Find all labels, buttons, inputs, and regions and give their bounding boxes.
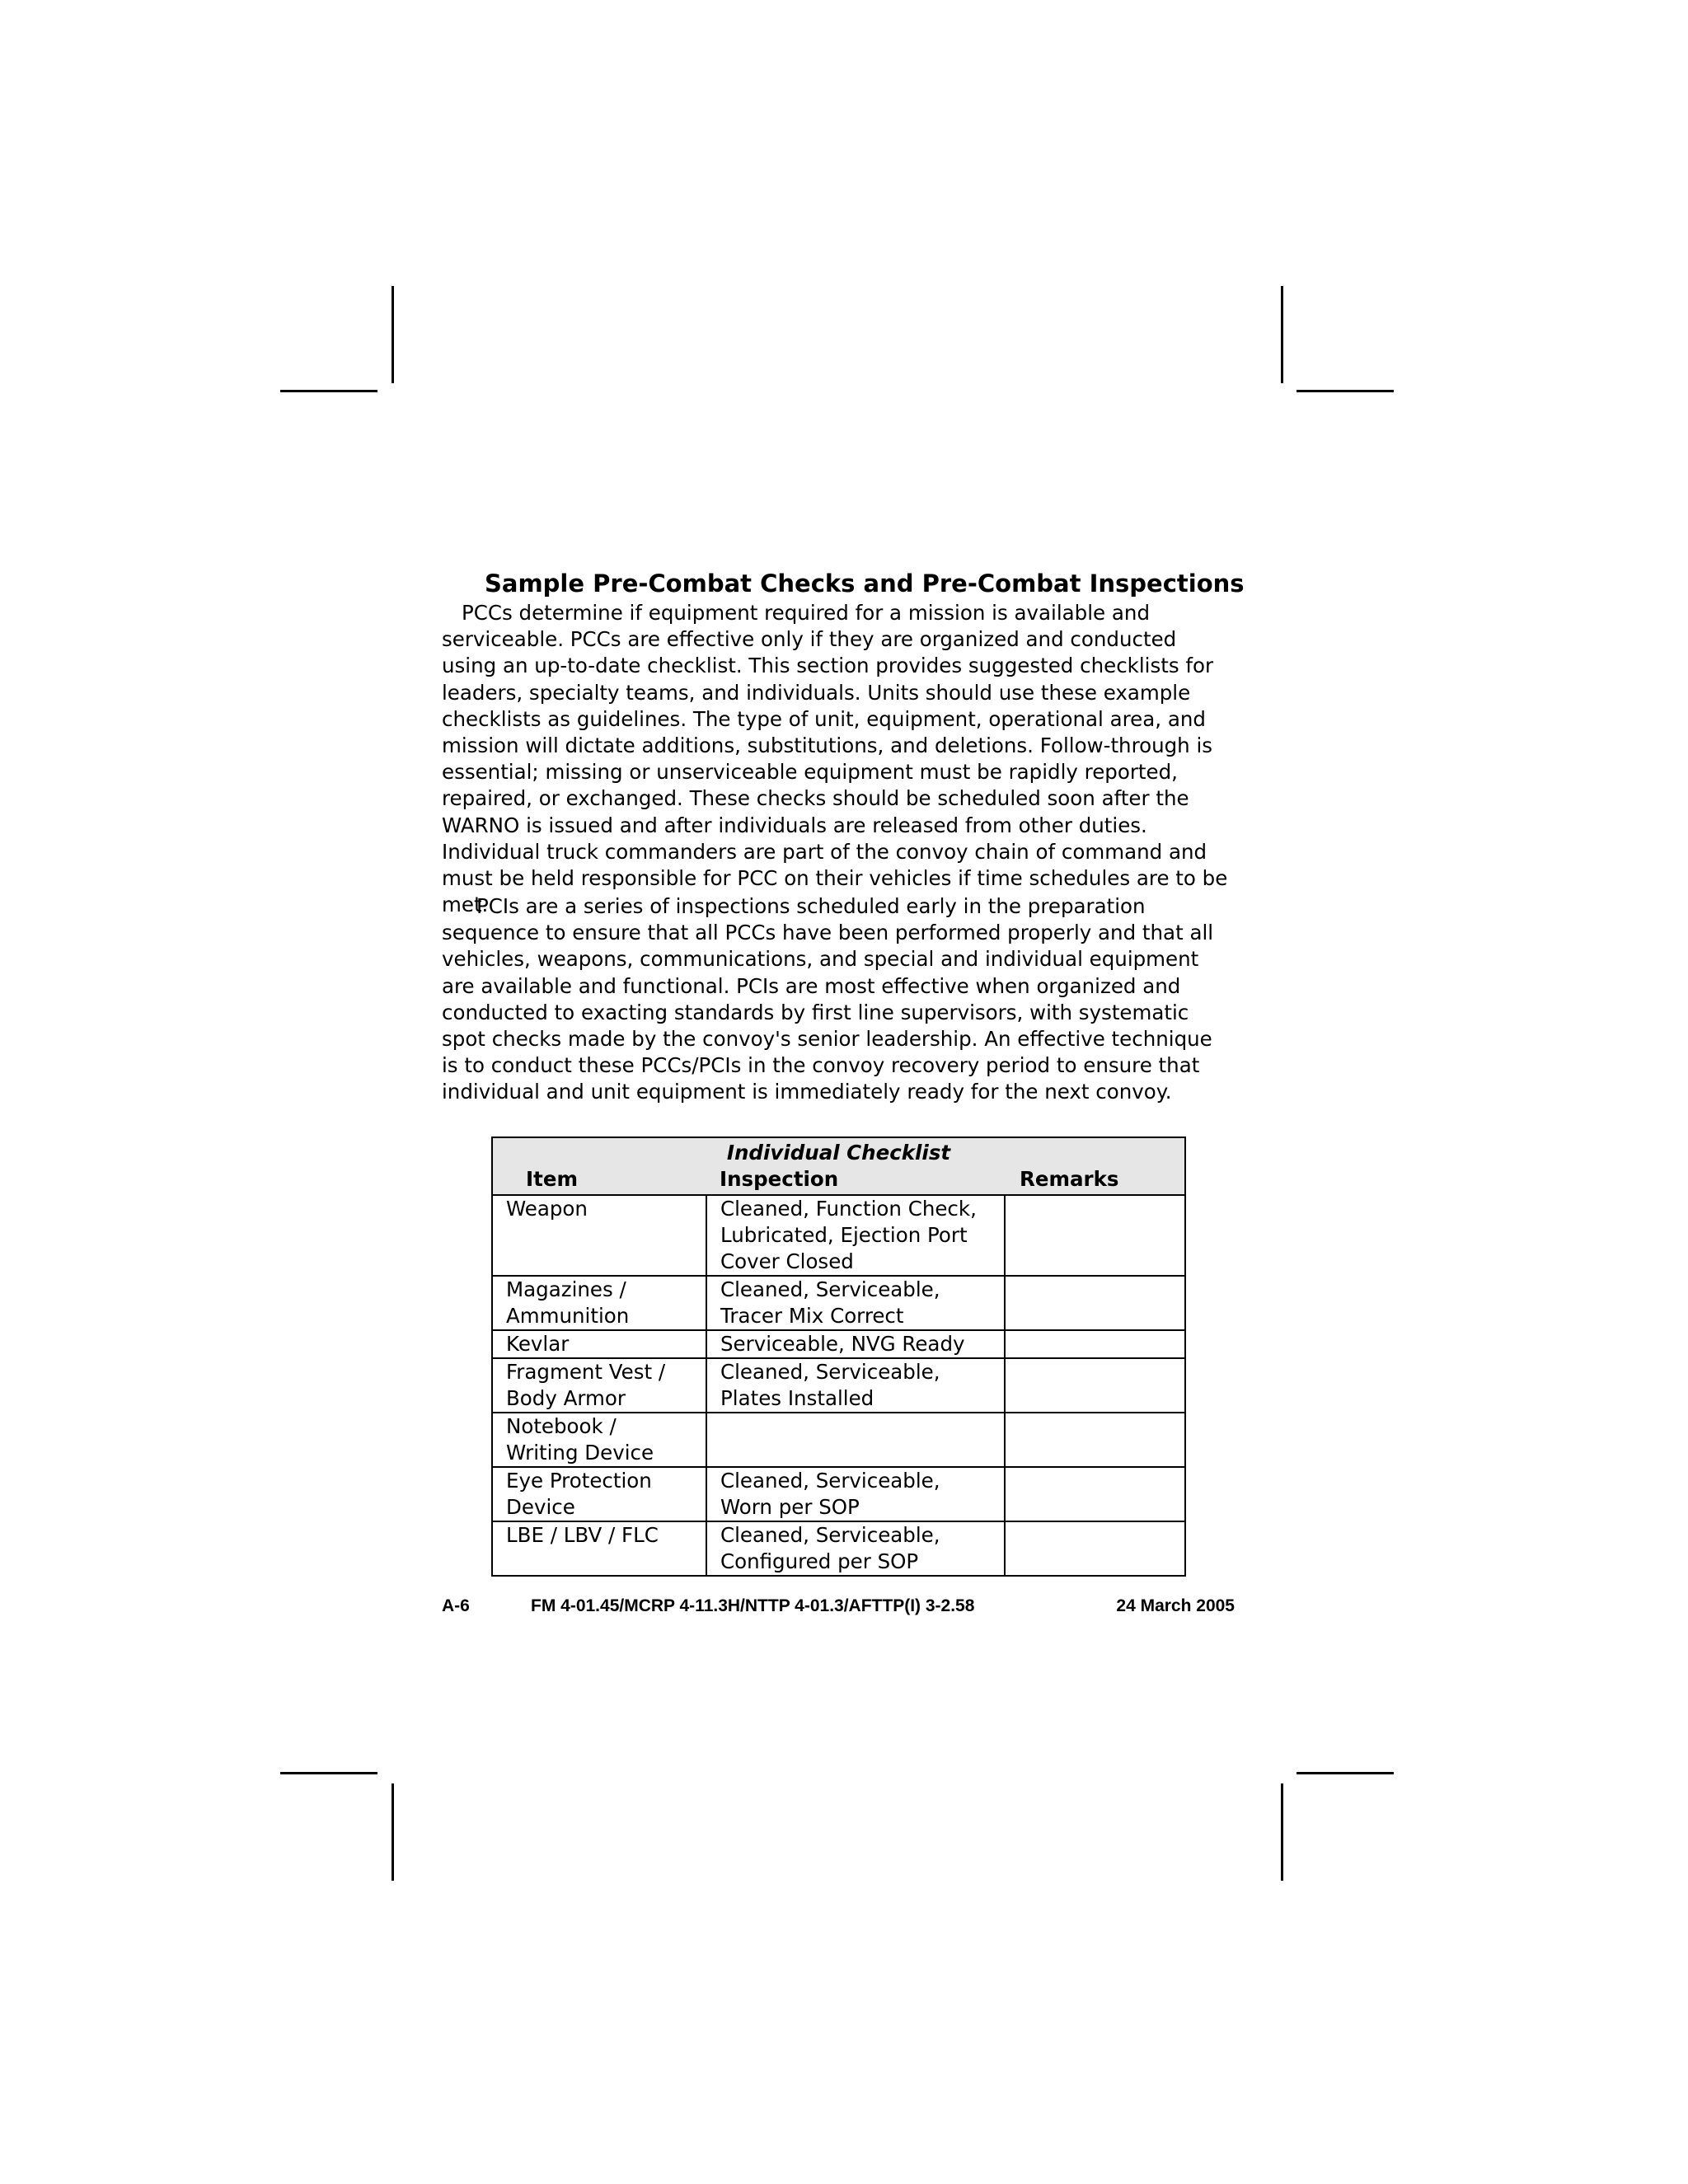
remarks-cell (1005, 1413, 1185, 1467)
crop-mark-top-left-vertical (392, 286, 394, 383)
crop-mark-bottom-left-vertical (392, 1783, 394, 1881)
column-header-item: Item (492, 1166, 706, 1195)
item-cell: Fragment Vest / Body Armor (492, 1358, 706, 1413)
item-cell: Kevlar (492, 1330, 706, 1358)
crop-mark-bottom-right-vertical (1281, 1783, 1283, 1881)
table-caption: Individual Checklist (492, 1137, 1185, 1166)
body-paragraph-pcc: PCCs determine if equipment required for a mission is available and serviceable. PCCs are effective only if they are organized and conducted using an up-to-date checklist. This section provides suggested checklists for leaders, specialty teams, and individuals. Units should use these example checklists as guidelines. The type of unit, equipment, operational area, and mission will dictate additions, substitutions, and deletions. Follow-through is essential; missing or unserviceable equipment must be rapidly reported, repaired, or exchanged. These checks should be scheduled soon after the WARNO is issued and after individuals are released from other duties. Individual truck commanders are part of the convoy chain of command and must be held responsible for PCC on their vehicles if time schedules are to be met. (442, 601, 1228, 917)
inspection-cell: Cleaned, Serviceable, Plates Installed (706, 1358, 1005, 1413)
item-cell: Notebook / Writing Device (492, 1413, 706, 1467)
crop-mark-top-right-horizontal (1296, 390, 1394, 392)
remarks-cell (1005, 1276, 1185, 1330)
table-row (492, 1467, 1185, 1521)
table-row (492, 1276, 1185, 1330)
inspection-cell: Cleaned, Serviceable, Tracer Mix Correct (706, 1276, 1005, 1330)
remarks-cell (1005, 1358, 1185, 1413)
column-header-inspection: Inspection (706, 1166, 1005, 1195)
crop-mark-top-right-vertical (1281, 286, 1283, 383)
crop-mark-bottom-right-horizontal (1296, 1772, 1394, 1774)
remarks-cell (1005, 1521, 1185, 1576)
page-title: Sample Pre-Combat Checks and Pre-Combat Inspections (485, 569, 1245, 598)
table-row (492, 1521, 1185, 1576)
footer-date: 24 March 2005 (1116, 1596, 1235, 1615)
item-cell: LBE / LBV / FLC (492, 1521, 706, 1576)
body-paragraph-pci: PCIs are a series of inspections scheduled early in the preparation sequence to ensure that all PCCs have been performed properly and that all vehicles, weapons, communications, and special and individual equipment are available and functional. PCIs are most effective when organized and conducted to exacting standards by first line supervisors, with systematic spot checks made by the convoy's senior leadership. An effective technique is to conduct these PCCs/PCIs in the convoy recovery period to ensure that individual and unit equipment is immediately ready for the next convoy. (442, 894, 1214, 1104)
inspection-cell: Cleaned, Serviceable, Configured per SOP (706, 1521, 1005, 1576)
crop-mark-top-left-horizontal (280, 390, 377, 392)
inspection-cell: Cleaned, Function Check, Lubricated, Ejection Port Cover Closed (706, 1195, 1005, 1276)
table-row (492, 1413, 1185, 1467)
column-header-remarks: Remarks (1005, 1166, 1185, 1195)
item-cell: Eye Protection Device (492, 1467, 706, 1521)
inspection-cell: Cleaned, Serviceable, Worn per SOP (706, 1467, 1005, 1521)
crop-mark-bottom-left-horizontal (280, 1772, 377, 1774)
page-footer (442, 1596, 1235, 1617)
footer-document-id: FM 4-01.45/MCRP 4-11.3H/NTTP 4-01.3/AFTTP(I) 3-2.58 (531, 1596, 975, 1615)
footer-page-number: A-6 (442, 1596, 470, 1615)
inspection-cell: Serviceable, NVG Ready (706, 1330, 1005, 1358)
individual-checklist-table (491, 1137, 1186, 1577)
table-row (492, 1195, 1185, 1276)
table-row (492, 1330, 1185, 1358)
inspection-cell (706, 1413, 1005, 1467)
item-cell: Magazines / Ammunition (492, 1276, 706, 1330)
table-row (492, 1358, 1185, 1413)
remarks-cell (1005, 1195, 1185, 1276)
remarks-cell (1005, 1467, 1185, 1521)
item-cell: Weapon (492, 1195, 706, 1276)
remarks-cell (1005, 1330, 1185, 1358)
